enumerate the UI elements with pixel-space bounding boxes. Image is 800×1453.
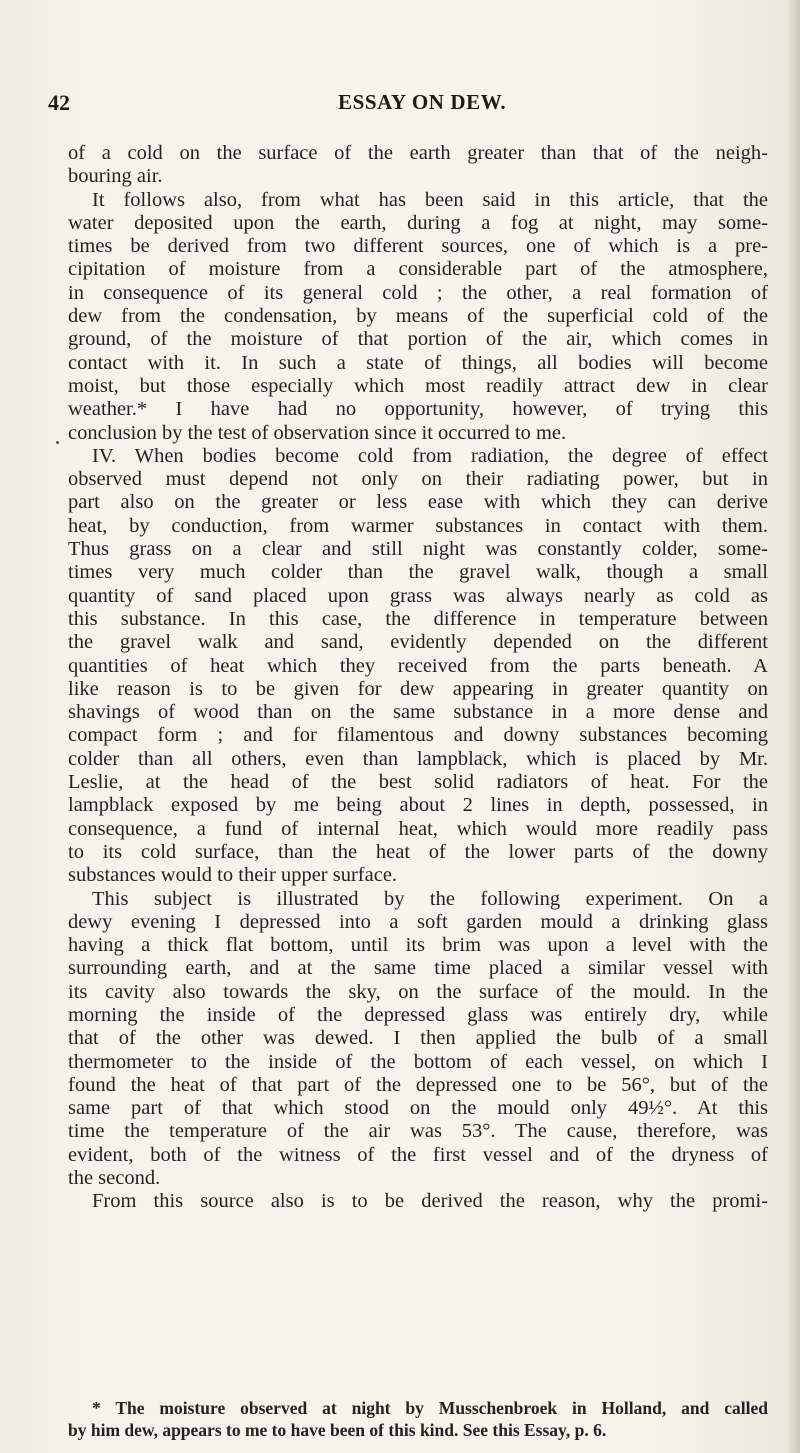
text-line: observed must depend not only on their radiating power, but in — [68, 468, 768, 491]
text-line: that of the other was dewed. I then applied the bulb of a small — [68, 1027, 768, 1050]
page-number: 42 — [48, 90, 70, 115]
text-line: thermometer to the inside of the bottom of each vessel, on which I — [68, 1050, 768, 1073]
text-line: quantities of heat which they received from the parts beneath. A — [68, 654, 768, 677]
text-line: found the heat of that part of the depressed one to be 56°, but of the — [68, 1073, 768, 1096]
text-line: shavings of wood than on the same substance in a more dense and — [68, 701, 768, 724]
text-line: contact with it. In such a state of things, all bodies will become — [68, 351, 768, 374]
text-line: dew from the condensation, by means of the superficial cold of the — [68, 305, 768, 328]
text-line: lampblack exposed by me being about 2 lines in depth, possessed, in — [68, 794, 768, 817]
text-line: times very much colder than the gravel walk, though a small — [68, 561, 768, 584]
text-line: to its cold surface, than the heat of the lower parts of the downy — [68, 840, 768, 863]
text-line: like reason is to be given for dew appearing in greater quantity on — [68, 677, 768, 700]
text-line: substances would to their upper surface. — [68, 864, 398, 887]
text-line: colder than all others, even than lampblack, which is placed by Mr. — [68, 747, 768, 770]
text-line: surrounding earth, and at the same time placed a similar vessel with — [68, 957, 768, 980]
text-line: This subject is illustrated by the following experiment. On a — [92, 887, 768, 910]
text-line: weather.* I have had no opportunity, however, of trying this — [68, 398, 768, 421]
body-text — [68, 142, 768, 1214]
footnote — [68, 1397, 768, 1441]
text-line: of a cold on the surface of the earth greater than that of the neigh- — [68, 142, 768, 164]
text-line: water deposited upon the earth, during a fog at night, may some- — [68, 211, 768, 234]
text-line: compact form ; and for filamentous and downy substances becoming — [68, 724, 768, 747]
text-line: cipitation of moisture from a considerable part of the atmosphere, — [68, 258, 768, 281]
footnote-line: by him dew, appears to me to have been of this kind. See this Essay, p. 6. — [68, 1420, 607, 1440]
text-line: From this source also is to be derived the reason, why the promi- — [92, 1190, 768, 1213]
text-line: time the temperature of the air was 53°. The cause, therefore, was — [68, 1120, 768, 1143]
text-line: moist, but those especially which most readily attract dew in clear — [68, 374, 768, 397]
text-line: this substance. In this case, the difference in temperature between — [68, 607, 768, 630]
running-head: ESSAY ON DEW. — [338, 90, 507, 114]
text-line: same part of that which stood on the mould only 49½°. At this — [68, 1097, 768, 1120]
text-line: bouring air. — [68, 165, 163, 188]
footnote-line: * The moisture observed at night by Musschenbroek in Holland, and called — [92, 1398, 768, 1418]
page-edge-shadow — [786, 0, 800, 1453]
text-line: times be derived from two different sources, one of which is a pre- — [68, 235, 768, 258]
text-line: its cavity also towards the sky, on the surface of the mould. In the — [68, 980, 768, 1003]
text-line: the second. — [68, 1167, 161, 1190]
text-line: Leslie, at the head of the best solid radiators of heat. For the — [68, 771, 768, 794]
text-line: quantity of sand placed upon grass was always nearly as cold as — [68, 584, 768, 607]
text-line: in consequence of its general cold ; the other, a real formation of — [68, 281, 768, 304]
text-line: conclusion by the test of observation since it occurred to me. — [68, 421, 567, 444]
ink-speck — [56, 441, 59, 444]
text-line: part also on the greater or less ease with which they can derive — [68, 491, 768, 514]
text-line: IV. When bodies become cold from radiation, the degree of effect — [92, 444, 768, 467]
text-line: It follows also, from what has been said in this article, that the — [92, 188, 768, 211]
text-line: heat, by conduction, from warmer substances in contact with them. — [68, 514, 768, 537]
text-line: ground, of the moisture of that portion of the air, which comes in — [68, 328, 768, 351]
text-line: morning the inside of the depressed glass was entirely dry, while — [68, 1003, 768, 1026]
text-line: consequence, a fund of internal heat, which would more readily pass — [68, 817, 768, 840]
text-line: evident, both of the witness of the first vessel and of the dryness of — [68, 1143, 768, 1166]
text-line: the gravel walk and sand, evidently depended on the different — [68, 631, 768, 654]
text-line: dewy evening I depressed into a soft garden mould a drinking glass — [68, 910, 768, 933]
text-line: having a thick flat bottom, until its brim was upon a level with the — [68, 934, 768, 957]
text-line: Thus grass on a clear and still night was constantly colder, some- — [68, 538, 768, 561]
page-header — [48, 90, 728, 120]
